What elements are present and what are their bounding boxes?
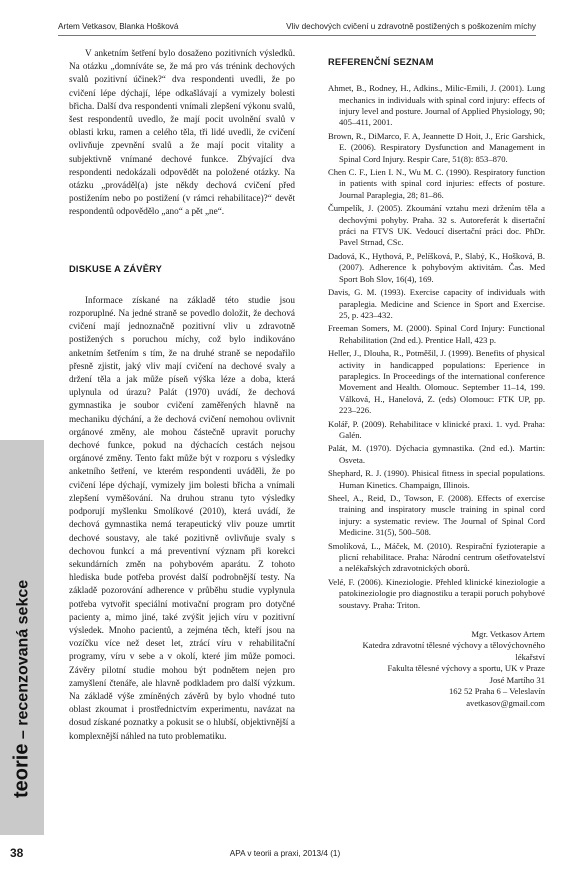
reference-item: Davis, G. M. (1993). Exercise capacity of individuals with paraplegia. Medicine and Science in Sport and Exercise. 25, p. 423–432. bbox=[328, 287, 545, 320]
reference-item: Chen C. F., Lien I. N., Wu M. C. (1990). Respiratory function in patients with spinal cord injuries: effects of posture. Journal Paraplegia, 28; 81–86. bbox=[328, 167, 545, 200]
header-rule bbox=[58, 35, 536, 36]
sidebar-dash: – bbox=[14, 730, 32, 740]
reference-item: Brown, R., DiMarco, F. A, Jeannette D Hoit, J., Eric Garshick, E. (2006). Respiratory Dysfunction and Management in Spinal Cord Injury. Respir Care, 51(8): 853–870. bbox=[328, 130, 545, 164]
reference-item: Velé, F. (2006). Kineziologie. Přehled klinické kineziologie a patokineziologie pro diagnostiku a terapii poruch pohybové soustavy. Praha: Triton. bbox=[328, 576, 545, 610]
reference-item: Kolář, P. (2009). Rehabilitace v klinické praxi. 1. vyd. Praha: Galén. bbox=[328, 418, 545, 440]
page-number: 38 bbox=[10, 846, 24, 860]
reference-item: Dadová, K., Hythová, P., Pelíšková, P., Slabý, K., Hošková, B. (2007). Adherence k pohybovým aktivitám. Čas. Med Sport Boh Slov, 16(4), 169. bbox=[328, 250, 545, 284]
reference-list bbox=[328, 83, 545, 611]
sidebar-word-reviewed: recenzovaná sekce bbox=[14, 579, 32, 726]
reference-item: Palát, M. (1970). Dýchacia gymnastika. (2nd ed.). Martin: Osveta. bbox=[328, 443, 545, 465]
author-contact bbox=[328, 629, 545, 709]
section-heading: DISKUSE A ZÁVĚRY bbox=[69, 263, 163, 274]
contact-city: 162 52 Praha 6 – Veleslavín bbox=[448, 686, 545, 697]
contact-faculty: Fakulta tělesné výchovy a sportu, UK v Praze bbox=[387, 663, 545, 674]
contact-street: José Martího 31 bbox=[489, 674, 545, 685]
right-column bbox=[328, 56, 545, 709]
reference-item: Freeman Somers, M. (2000). Spinal Cord Injury: Functional Rehabilitation (2nd ed.). Prentice Hall, 423 p. bbox=[328, 323, 545, 345]
results-paragraph: V anketním šetření bylo dosaženo pozitivních výsledků. Na otázku „domníváte se, že má pro vás trénink dechových svalů pozitivní účinek?“ dva respondenti uvedli, že po cvičení lépe dýchají, lépe odkašlávají a vymizely bolesti břicha. Další dva respondenti vnímali zlepšení výkonu svalů, šest respondentů uvedlo, že mají pocit uvolnění svalů v oblasti krku, ramen a celého těla, tři lidé uvedli, že cvičení ovlivňuje zpevnění svalů a že mají pocit vitality a subjektivně vnímané dechové funkce. Zbývající dva respondenti nedokázali odpovědět na položené otázky. Na otázku „prováděl(a) jste někdy dechová cvičení před postižením nebo po postižení (v rámci rehabilitace)?“ devět respondentů odpovědělo „ano“ a pět „ne“. bbox=[69, 48, 295, 217]
contact-name: Mgr. Vetkasov Artem bbox=[471, 629, 545, 640]
sidebar-word-theory: teorie bbox=[10, 743, 33, 798]
contact-department: Katedra zdravotní tělesné výchovy a tělovýchovného bbox=[362, 640, 545, 651]
reference-item: Shephard, R. J. (1990). Phisical fitness in special populations. Human Kinetics. Champaign, Illinois. bbox=[328, 468, 545, 490]
left-column bbox=[69, 47, 295, 743]
section-sidebar bbox=[0, 440, 44, 835]
reference-item: Ahmet, B., Rodney, H., Adkins., Milic-Emili, J. (2001). Lung mechanics in individuals with spinal cord injury: effects of injury level and posture. Journal of Applied Physiology, 90; 405–411, 2001. bbox=[328, 83, 545, 128]
reference-item: Sheel, A., Reid, D., Towson, F. (2008). Effects of exercise training and inspiratory muscle training in spinal cord injury: a systematic review. The Journal of Spinal Cord Medicine. 31(5), 500–508. bbox=[328, 493, 545, 538]
discussion-paragraph: Informace získané na základě této studie jsou rozporuplné. Na jedné straně se povedlo doložit, že dechová cvičení mají jednoznačně pozitivní vliv u zdravotně postižených s poruchou míchy, což bylo indikováno anketním šetřením s tím, že na druhé straně se nepodařilo přesně zjistit, jaký vliv mají cvičení na dechové svaly a držení těla a jak může píseň výška léze a doba, která uplynula od úrazu? Palát (1970) uvádí, že dechová gymnastika je soubor cvičení zaměřených hlavně na mechaniku dýchání, a že dechová cvičení nemohou ovlivnit orgánové změny, ale mohou částečně upravit poruchy dechové funkce, pokud na dýchacích cestách nejsou orgánové změny. Tento fakt může být v rozporu s výsledky anketního šetření, ve kterém respondenti uváděli, že po cvičení lépe dýchají, vymizely jim bolesti břicha a vnímali zlepšení vyměšování. Na druhou stranu tyto výsledky podporují myšlenku Smolíkové (2010), která uvádí, že dechová gymnastika nemá terapeutický vliv pouze umrtit dechové soustavy, ale také pozitivně ovlivňuje svaly s dechovou funkcí a má preventivní význam při korekci sekundárních změn na pohybovém aparátu. Z tohoto hlediska bude potřeba provést další podrobnější testy. Na základě pozorování adherence v průběhu studie vyplynula potřeba vytvořit speciální motivační program pro dotyčné pacienty a, mimo jiné, také zvýšit jejich víru v pozitivní výsledek. Mnoho pacientů, a zejména těch, kteří jsou na vozíčku více než deset let, ztrácí víru v rehabilitační programy, víru v sebe a v okolí, které jim může pomoci. Závěry pilotní studie mohou být podnětem nejen pro zamyšlení čtenáře, ale hlavně podkladem pro další výzkum. Na základě výše zmíněných závěrů by bylo vhodné tuto oblast zkoumat i prostřednictvím experimentu, navázat na dosud získané poznatky a pokusit se o hlubší, objektivnější a komplexnější náhled na tuto problematiku. bbox=[69, 294, 295, 741]
running-header-title: Vliv dechových cvičení u zdravotně postižených s poškozením míchy bbox=[286, 22, 536, 31]
reference-item: Smolíková, L., Máček, M. (2010). Respirační fyzioterapie a plicní rehabilitace. Praha: Národní centrum ošetřovatelství a nelékařských zdravotnických oborů. bbox=[328, 540, 545, 574]
reference-item: Heller, J., Dlouha, R., Potměšil, J. (1999). Benefits of physical activity in handicapped populations: Eperience in paraplegics. In Proceedings of the international conference Movement and Health. Olomouc. September 11–14, 199. Válková, H., Hanelová, Z. (eds) Olomouc: FTK UP, pp. 223–226. bbox=[328, 348, 545, 416]
contact-department-cont: lékařství bbox=[515, 651, 545, 662]
running-header-authors: Artem Vetkasov, Blanka Hošková bbox=[58, 22, 179, 31]
contact-email: avetkasov@gmail.com bbox=[466, 697, 545, 708]
references-heading: REFERENČNÍ SEZNAM bbox=[328, 57, 434, 67]
journal-footer: APA v teorii a praxi, 2013/4 (1) bbox=[229, 849, 341, 858]
reference-item: Čumpelík, J. (2005). Zkoumání vztahu mezi držením těla a dechovými pohyby. Praha. 32 s. Autoreferát k disertační práci na FTVS UK. Vedoucí disertační práci doc. PhDr. Pavel Strnad, CSc. bbox=[328, 203, 545, 248]
sidebar-label bbox=[11, 580, 34, 798]
